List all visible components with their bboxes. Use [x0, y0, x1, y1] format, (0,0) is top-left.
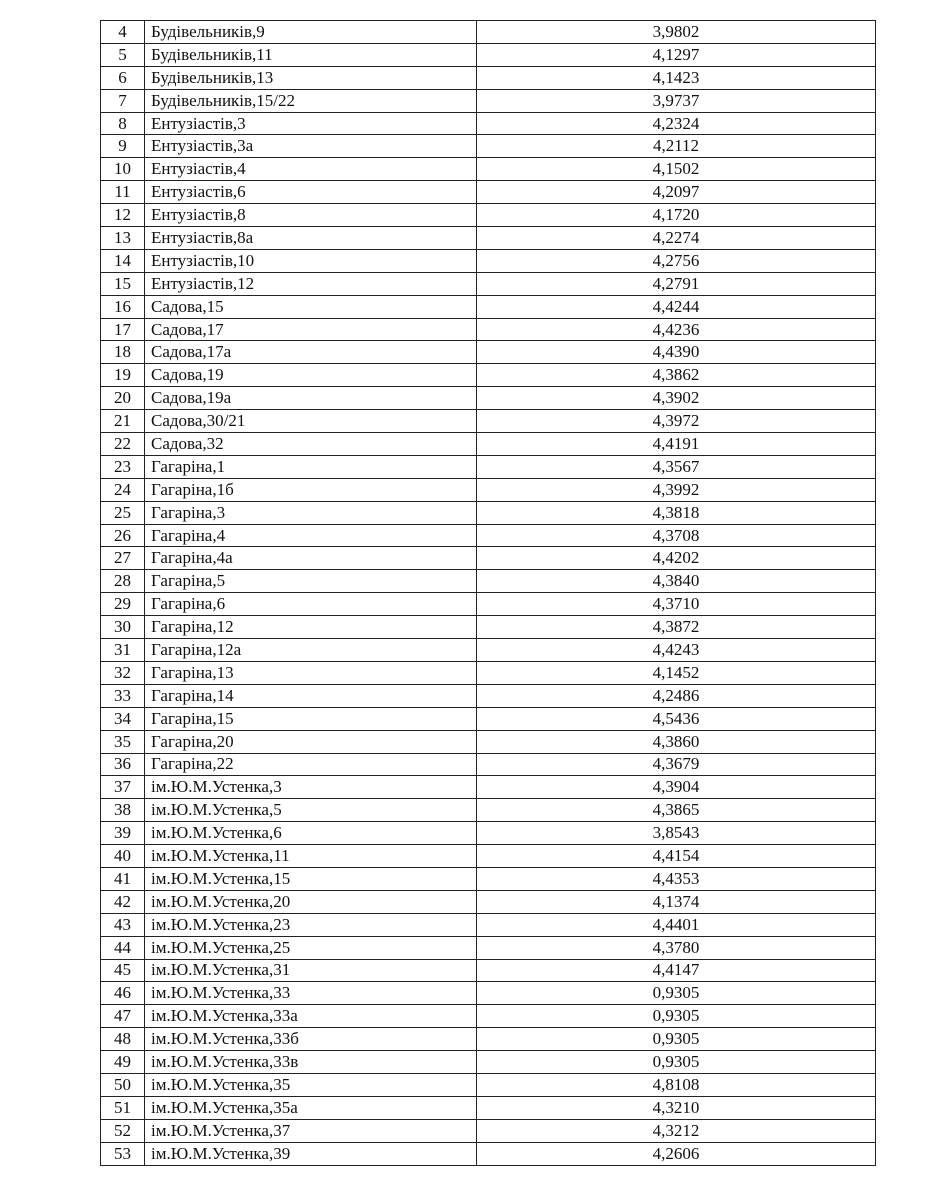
value-cell: 4,3679 — [477, 753, 876, 776]
row-number-cell: 19 — [101, 364, 145, 387]
value-cell: 4,2606 — [477, 1142, 876, 1165]
row-number-cell: 49 — [101, 1051, 145, 1074]
table-row — [101, 982, 876, 1005]
table-row — [101, 684, 876, 707]
table-row — [101, 1119, 876, 1142]
row-number-cell: 44 — [101, 936, 145, 959]
address-cell: Ентузіастів,3а — [145, 135, 477, 158]
table-row — [101, 913, 876, 936]
address-cell: Гагаріна,13 — [145, 661, 477, 684]
table-row — [101, 478, 876, 501]
address-cell: Садова,15 — [145, 295, 477, 318]
table-row — [101, 707, 876, 730]
value-cell: 4,1502 — [477, 158, 876, 181]
table-row — [101, 43, 876, 66]
row-number-cell: 51 — [101, 1096, 145, 1119]
value-cell: 3,9737 — [477, 89, 876, 112]
row-number-cell: 15 — [101, 272, 145, 295]
value-cell: 4,4243 — [477, 639, 876, 662]
row-number-cell: 34 — [101, 707, 145, 730]
row-number-cell: 6 — [101, 66, 145, 89]
address-cell: Гагаріна,6 — [145, 593, 477, 616]
value-cell: 0,9305 — [477, 1005, 876, 1028]
row-number-cell: 50 — [101, 1073, 145, 1096]
address-cell: Гагаріна,1 — [145, 455, 477, 478]
table-row — [101, 364, 876, 387]
table-row — [101, 799, 876, 822]
value-cell: 3,9802 — [477, 21, 876, 44]
table-row — [101, 272, 876, 295]
address-cell: ім.Ю.М.Устенка,25 — [145, 936, 477, 959]
value-cell: 4,3904 — [477, 776, 876, 799]
table-row — [101, 822, 876, 845]
address-cell: Гагаріна,22 — [145, 753, 477, 776]
table-row — [101, 295, 876, 318]
table-row — [101, 776, 876, 799]
address-cell: ім.Ю.М.Устенка,33в — [145, 1051, 477, 1074]
row-number-cell: 22 — [101, 433, 145, 456]
row-number-cell: 13 — [101, 227, 145, 250]
table-row — [101, 112, 876, 135]
row-number-cell: 12 — [101, 204, 145, 227]
value-cell: 4,1423 — [477, 66, 876, 89]
table-row — [101, 867, 876, 890]
row-number-cell: 7 — [101, 89, 145, 112]
row-number-cell: 47 — [101, 1005, 145, 1028]
value-cell: 4,1720 — [477, 204, 876, 227]
table-row — [101, 959, 876, 982]
address-cell: Будівельників,15/22 — [145, 89, 477, 112]
address-cell: ім.Ю.М.Устенка,35 — [145, 1073, 477, 1096]
value-cell: 4,4353 — [477, 867, 876, 890]
row-number-cell: 48 — [101, 1028, 145, 1051]
address-cell: ім.Ю.М.Устенка,33а — [145, 1005, 477, 1028]
row-number-cell: 27 — [101, 547, 145, 570]
address-cell: ім.Ю.М.Устенка,33б — [145, 1028, 477, 1051]
row-number-cell: 31 — [101, 639, 145, 662]
value-cell: 0,9305 — [477, 982, 876, 1005]
row-number-cell: 25 — [101, 501, 145, 524]
address-cell: ім.Ю.М.Устенка,23 — [145, 913, 477, 936]
value-cell: 4,8108 — [477, 1073, 876, 1096]
address-cell: Гагаріна,15 — [145, 707, 477, 730]
value-cell: 4,3210 — [477, 1096, 876, 1119]
value-cell: 4,3902 — [477, 387, 876, 410]
table-row — [101, 593, 876, 616]
table-row — [101, 89, 876, 112]
address-cell: Ентузіастів,4 — [145, 158, 477, 181]
row-number-cell: 9 — [101, 135, 145, 158]
value-cell: 4,2112 — [477, 135, 876, 158]
value-cell: 4,4390 — [477, 341, 876, 364]
value-cell: 4,3872 — [477, 616, 876, 639]
table-row — [101, 936, 876, 959]
table-row — [101, 845, 876, 868]
address-cell: Садова,32 — [145, 433, 477, 456]
row-number-cell: 5 — [101, 43, 145, 66]
table-row — [101, 1005, 876, 1028]
value-cell: 4,4244 — [477, 295, 876, 318]
address-cell: ім.Ю.М.Устенка,31 — [145, 959, 477, 982]
value-cell: 0,9305 — [477, 1051, 876, 1074]
address-cell: Будівельників,11 — [145, 43, 477, 66]
row-number-cell: 17 — [101, 318, 145, 341]
table-row — [101, 661, 876, 684]
address-cell: Будівельників,13 — [145, 66, 477, 89]
row-number-cell: 41 — [101, 867, 145, 890]
address-cell: Гагаріна,20 — [145, 730, 477, 753]
table-row — [101, 616, 876, 639]
value-cell: 4,3860 — [477, 730, 876, 753]
row-number-cell: 45 — [101, 959, 145, 982]
table-row — [101, 135, 876, 158]
row-number-cell: 21 — [101, 410, 145, 433]
table-row — [101, 249, 876, 272]
value-cell: 4,1374 — [477, 890, 876, 913]
row-number-cell: 11 — [101, 181, 145, 204]
address-cell: Садова,19 — [145, 364, 477, 387]
table-row — [101, 387, 876, 410]
address-cell: Гагаріна,4а — [145, 547, 477, 570]
address-cell: ім.Ю.М.Устенка,35а — [145, 1096, 477, 1119]
table-row — [101, 639, 876, 662]
value-cell: 4,4147 — [477, 959, 876, 982]
value-cell: 3,8543 — [477, 822, 876, 845]
row-number-cell: 8 — [101, 112, 145, 135]
value-cell: 4,3865 — [477, 799, 876, 822]
row-number-cell: 53 — [101, 1142, 145, 1165]
table-row — [101, 21, 876, 44]
row-number-cell: 23 — [101, 455, 145, 478]
value-cell: 4,3710 — [477, 593, 876, 616]
table-row — [101, 1051, 876, 1074]
table-row — [101, 501, 876, 524]
table-row — [101, 547, 876, 570]
address-cell: ім.Ю.М.Устенка,37 — [145, 1119, 477, 1142]
value-cell: 0,9305 — [477, 1028, 876, 1051]
address-cell: Ентузіастів,3 — [145, 112, 477, 135]
document-table-wrapper — [100, 20, 876, 1166]
value-cell: 4,3840 — [477, 570, 876, 593]
row-number-cell: 4 — [101, 21, 145, 44]
table-body — [101, 21, 876, 1166]
address-cell: Ентузіастів,6 — [145, 181, 477, 204]
table-row — [101, 1028, 876, 1051]
value-cell: 4,4154 — [477, 845, 876, 868]
table-row — [101, 410, 876, 433]
address-cell: Ентузіастів,12 — [145, 272, 477, 295]
row-number-cell: 35 — [101, 730, 145, 753]
value-cell: 4,3992 — [477, 478, 876, 501]
address-cell: ім.Ю.М.Устенка,39 — [145, 1142, 477, 1165]
address-cell: Будівельників,9 — [145, 21, 477, 44]
address-cell: ім.Ю.М.Устенка,6 — [145, 822, 477, 845]
row-number-cell: 39 — [101, 822, 145, 845]
table-row — [101, 341, 876, 364]
address-cell: ім.Ю.М.Устенка,20 — [145, 890, 477, 913]
address-cell: ім.Ю.М.Устенка,11 — [145, 845, 477, 868]
table-row — [101, 66, 876, 89]
address-cell: Гагаріна,12 — [145, 616, 477, 639]
address-cell: Гагаріна,12а — [145, 639, 477, 662]
row-number-cell: 38 — [101, 799, 145, 822]
row-number-cell: 46 — [101, 982, 145, 1005]
value-cell: 4,3862 — [477, 364, 876, 387]
row-number-cell: 32 — [101, 661, 145, 684]
address-cell: Садова,19а — [145, 387, 477, 410]
address-cell: Садова,30/21 — [145, 410, 477, 433]
row-number-cell: 10 — [101, 158, 145, 181]
row-number-cell: 33 — [101, 684, 145, 707]
address-cell: Гагаріна,4 — [145, 524, 477, 547]
value-cell: 4,3818 — [477, 501, 876, 524]
value-cell: 4,1452 — [477, 661, 876, 684]
value-cell: 4,3780 — [477, 936, 876, 959]
table-row — [101, 318, 876, 341]
address-cell: ім.Ю.М.Устенка,5 — [145, 799, 477, 822]
table-row — [101, 753, 876, 776]
address-cell: Гагаріна,3 — [145, 501, 477, 524]
table-row — [101, 730, 876, 753]
address-cell: Гагаріна,14 — [145, 684, 477, 707]
value-cell: 4,2097 — [477, 181, 876, 204]
row-number-cell: 52 — [101, 1119, 145, 1142]
address-cell: Ентузіастів,8а — [145, 227, 477, 250]
row-number-cell: 40 — [101, 845, 145, 868]
address-cell: ім.Ю.М.Устенка,33 — [145, 982, 477, 1005]
value-cell: 4,2791 — [477, 272, 876, 295]
row-number-cell: 24 — [101, 478, 145, 501]
table-row — [101, 433, 876, 456]
row-number-cell: 30 — [101, 616, 145, 639]
table-row — [101, 227, 876, 250]
table-row — [101, 1096, 876, 1119]
address-cell: Гагаріна,5 — [145, 570, 477, 593]
value-cell: 4,4401 — [477, 913, 876, 936]
table-row — [101, 455, 876, 478]
row-number-cell: 43 — [101, 913, 145, 936]
value-cell: 4,3972 — [477, 410, 876, 433]
table-row — [101, 204, 876, 227]
value-cell: 4,3708 — [477, 524, 876, 547]
value-cell: 4,2274 — [477, 227, 876, 250]
value-cell: 4,3567 — [477, 455, 876, 478]
table-row — [101, 1073, 876, 1096]
address-cell: Садова,17а — [145, 341, 477, 364]
address-cell: Гагаріна,1б — [145, 478, 477, 501]
address-cell: Ентузіастів,10 — [145, 249, 477, 272]
row-number-cell: 36 — [101, 753, 145, 776]
address-cell: Садова,17 — [145, 318, 477, 341]
value-cell: 4,3212 — [477, 1119, 876, 1142]
value-cell: 4,2756 — [477, 249, 876, 272]
table-row — [101, 181, 876, 204]
table-row — [101, 158, 876, 181]
row-number-cell: 14 — [101, 249, 145, 272]
tariff-table — [100, 20, 876, 1166]
value-cell: 4,1297 — [477, 43, 876, 66]
address-cell: Ентузіастів,8 — [145, 204, 477, 227]
row-number-cell: 20 — [101, 387, 145, 410]
value-cell: 4,4236 — [477, 318, 876, 341]
row-number-cell: 16 — [101, 295, 145, 318]
table-row — [101, 570, 876, 593]
address-cell: ім.Ю.М.Устенка,15 — [145, 867, 477, 890]
row-number-cell: 37 — [101, 776, 145, 799]
table-row — [101, 890, 876, 913]
value-cell: 4,5436 — [477, 707, 876, 730]
row-number-cell: 18 — [101, 341, 145, 364]
row-number-cell: 29 — [101, 593, 145, 616]
value-cell: 4,4191 — [477, 433, 876, 456]
value-cell: 4,2324 — [477, 112, 876, 135]
row-number-cell: 26 — [101, 524, 145, 547]
address-cell: ім.Ю.М.Устенка,3 — [145, 776, 477, 799]
value-cell: 4,4202 — [477, 547, 876, 570]
row-number-cell: 28 — [101, 570, 145, 593]
table-row — [101, 1142, 876, 1165]
row-number-cell: 42 — [101, 890, 145, 913]
table-row — [101, 524, 876, 547]
value-cell: 4,2486 — [477, 684, 876, 707]
